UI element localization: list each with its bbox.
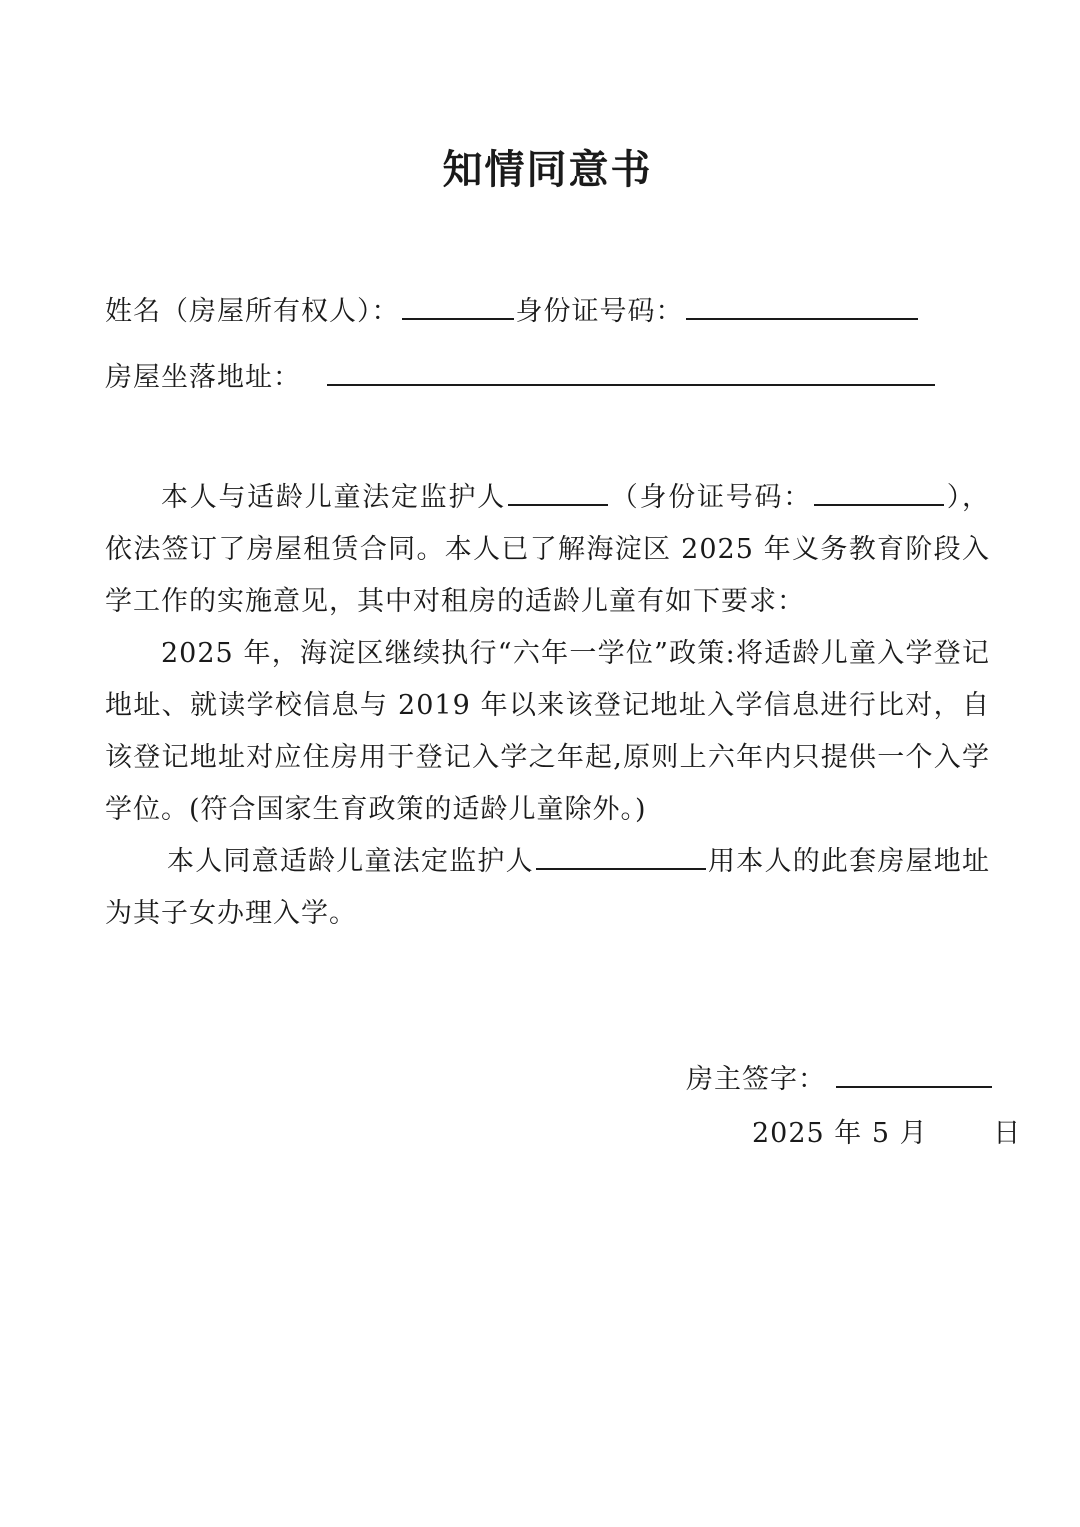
guardian-name-blank[interactable] bbox=[508, 476, 608, 506]
p1-id-label: （身份证号码： bbox=[610, 482, 812, 513]
p1-text-start: 本人与适龄儿童法定监护人 bbox=[161, 482, 506, 513]
address-line bbox=[105, 356, 937, 398]
p3-text-start: 本人同意适龄儿童法定监护人 bbox=[167, 846, 534, 877]
p3-text-rest: 用本人的此套房屋地址为其子女办理入学。 bbox=[105, 846, 991, 929]
paragraph-1 bbox=[105, 472, 990, 628]
signature-line bbox=[686, 1058, 994, 1100]
consent-guardian-blank[interactable] bbox=[536, 840, 706, 870]
guardian-id-blank[interactable] bbox=[814, 476, 944, 506]
signature-date: 2025 年 5 月 日 bbox=[752, 1118, 1022, 1149]
p1-close: ）， bbox=[946, 482, 990, 513]
owner-name-label: 姓名（房屋所有权人）： bbox=[105, 296, 400, 327]
p1-text-rest: 依法签订了房屋租赁合同。本人已了解海淀区 2025 年义务教育阶段入学工作的实施意见，其中对租房的适龄儿童有如下要求： bbox=[105, 534, 990, 617]
owner-info-line bbox=[105, 290, 920, 332]
paragraph-3 bbox=[105, 836, 990, 940]
document-title: 知情同意书 bbox=[442, 146, 653, 193]
address-label: 房屋坐落地址： bbox=[105, 362, 301, 393]
owner-id-label: 身份证号码： bbox=[515, 296, 684, 327]
signature-blank[interactable] bbox=[836, 1058, 992, 1088]
owner-name-blank[interactable] bbox=[402, 290, 514, 320]
address-blank[interactable] bbox=[327, 356, 935, 386]
owner-id-blank[interactable] bbox=[686, 290, 918, 320]
signature-label: 房主签字： bbox=[686, 1064, 826, 1095]
paragraph-2 bbox=[105, 628, 990, 836]
p2-text: 2025 年，海淀区继续执行“六年一学位”政策:将适龄儿童入学登记地址、就读学校信息与 2019 年以来该登记地址入学信息进行比对，自该登记地址对应住房用于登记入学之年起,原则上六年内只提供一个入学学位。(符合国家生育政策的适龄儿童除外。) bbox=[105, 638, 990, 825]
